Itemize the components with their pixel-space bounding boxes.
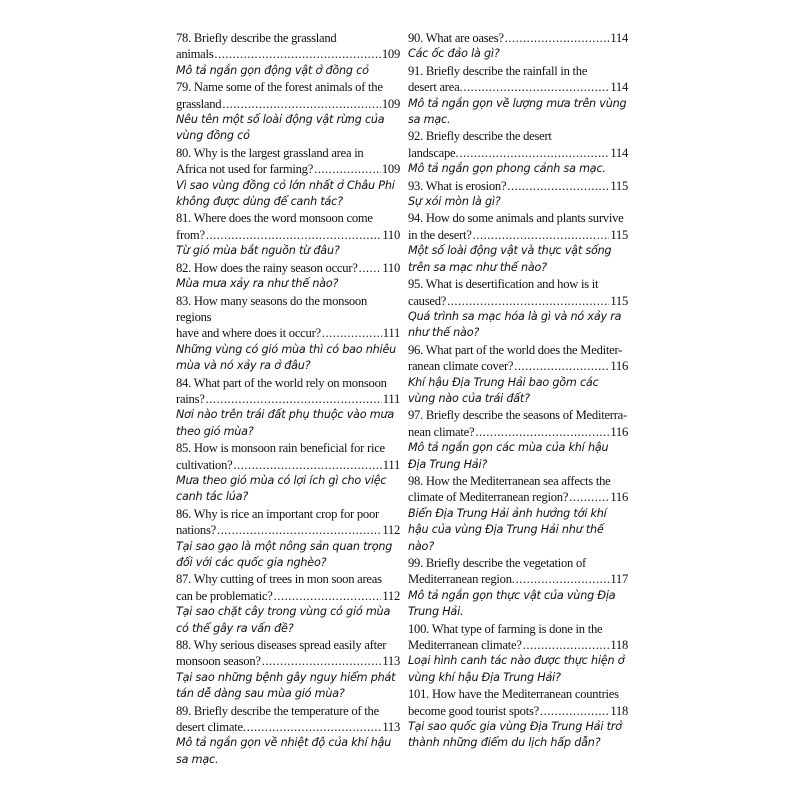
vietnamese-translation: Mô tả ngắn gọn về lượng mưa trên vùng sa mạc. — [408, 96, 627, 127]
question-text: desert area. — [408, 80, 463, 95]
page-number: 111 — [382, 457, 400, 472]
page-number: 117 — [610, 572, 628, 587]
vietnamese-translation: Các ốc đảo là gì? — [408, 47, 500, 61]
toc-entry — [408, 342, 628, 408]
vietnamese-translation: Sự xói mòn là gì? — [408, 195, 501, 209]
question-text: Africa not used for farming? — [176, 162, 314, 177]
question-text: nean climate? — [408, 424, 475, 439]
page-number: 111 — [382, 326, 400, 341]
dot-leader — [447, 293, 609, 309]
toc-entry — [176, 375, 400, 441]
question-leader-line — [176, 46, 400, 62]
page-number: 112 — [382, 588, 400, 603]
question-text: 92. Briefly describe the desert — [408, 129, 552, 144]
question-leader-line — [408, 227, 628, 243]
question-text: rains? — [176, 391, 205, 406]
toc-entry — [176, 506, 400, 572]
question-text: 90. What are oases? — [408, 31, 504, 45]
toc-entry — [408, 473, 628, 555]
page-number: 115 — [610, 178, 628, 193]
vietnamese-translation: Nêu tên một số loài động vật rừng của vùng đồng cỏ — [176, 113, 385, 143]
question-text: 86. Why is rice an important crop for poor — [176, 506, 379, 521]
page-number: 109 — [381, 96, 400, 111]
toc-entry — [176, 703, 400, 769]
question-leader-line — [408, 571, 628, 587]
page-number: 109 — [381, 162, 400, 177]
page-number: 115 — [610, 293, 628, 308]
toc-entry — [408, 63, 628, 129]
vietnamese-translation: Nơi nào trên trái đất phụ thuộc vào mưa theo gió mùa? — [176, 408, 395, 438]
question-text: 87. Why cutting of trees in mon soon areas — [176, 572, 382, 587]
page-number: 112 — [382, 523, 400, 538]
page-number: 114 — [610, 80, 628, 95]
toc-entry — [408, 555, 628, 621]
question-text: caused? — [408, 293, 447, 308]
question-text: 83. How many seasons do the monsoon regions — [176, 293, 367, 324]
vietnamese-translation: Loại hình canh tác nào được thực hiện ở vùng khí hậu Địa Trung Hải? — [408, 654, 625, 684]
vietnamese-translation: Một số loài động vật và thực vật sống trên sa mạc như thế nào? — [408, 244, 612, 274]
dot-leader — [206, 391, 382, 407]
dot-leader — [473, 227, 610, 243]
dot-leader — [507, 178, 609, 194]
vietnamese-translation: Mùa mưa xảy ra như thế nào? — [176, 277, 339, 291]
toc-entry — [176, 210, 400, 259]
vietnamese-translation: Từ gió mùa bắt nguồn từ đâu? — [176, 244, 340, 258]
page-number: 109 — [381, 47, 400, 62]
dot-leader — [569, 489, 609, 505]
question-leader-line — [408, 30, 628, 46]
vietnamese-translation: Biển Địa Trung Hải ảnh hưởng tới khí hậu của vùng Địa Trung Hải như thế nào? — [408, 506, 607, 553]
question-leader-line — [176, 457, 400, 473]
page-number: 113 — [382, 654, 400, 669]
question-leader-line — [176, 391, 400, 407]
question-leader-line — [408, 703, 628, 719]
question-leader-line — [408, 79, 628, 95]
dot-leader — [475, 424, 609, 440]
question-text: 85. How is monsoon rain beneficial for rice — [176, 441, 385, 456]
page-number: 114 — [610, 145, 628, 160]
question-leader-line — [176, 161, 400, 177]
dot-leader — [314, 161, 381, 177]
toc-entry — [176, 260, 400, 293]
page-number: 111 — [382, 391, 400, 406]
vietnamese-translation: Tại sao chặt cây trong vùng có gió mùa có thể gây ra vấn đề? — [176, 605, 391, 635]
question-text: 91. Briefly describe the rainfall in the — [408, 63, 588, 78]
question-text: animals — [176, 47, 214, 62]
dot-leader — [463, 79, 609, 95]
question-text: Mediterranean region. — [408, 572, 515, 587]
toc-entry — [408, 276, 628, 342]
vietnamese-translation: Mô tả ngắn gọn phong cảnh sa mạc. — [408, 162, 606, 176]
dot-leader — [505, 30, 610, 46]
question-text: 88. Why serious diseases spread easily after — [176, 638, 387, 653]
dot-leader — [516, 571, 610, 587]
toc-entry — [408, 210, 628, 276]
dot-leader — [540, 703, 609, 719]
question-text: 84. What part of the world rely on monsoon — [176, 375, 387, 390]
vietnamese-translation: Mô tả ngắn gọn về nhiệt độ của khí hậu sa mạc. — [176, 736, 392, 766]
toc-entry — [408, 30, 628, 63]
toc-entry — [176, 440, 400, 506]
dot-leader — [459, 145, 609, 161]
toc-column-left — [176, 30, 400, 768]
question-text: 100. What type of farming is done in the — [408, 621, 603, 636]
toc-entry — [408, 686, 628, 752]
question-text: 99. Briefly describe the vegetation of — [408, 556, 586, 570]
question-leader-line — [176, 653, 400, 669]
toc-entry — [408, 407, 628, 473]
question-text: landscape. — [408, 145, 459, 160]
question-text: ranean climate cover? — [408, 359, 514, 374]
question-text: 93. What is erosion? — [408, 178, 507, 193]
page-number: 116 — [610, 359, 628, 374]
question-leader-line — [408, 293, 628, 309]
vietnamese-translation: Mô tả ngắn gọn các mùa của khí hậu Địa Trung Hải? — [408, 441, 609, 471]
question-text: grassland — [176, 96, 222, 111]
toc-entry — [176, 637, 400, 703]
question-leader-line — [408, 637, 628, 653]
dot-leader — [514, 358, 609, 374]
question-text: can be problematic? — [176, 588, 273, 603]
question-text: nations? — [176, 523, 216, 538]
dot-leader — [233, 457, 381, 473]
question-leader-line — [408, 145, 628, 161]
toc-entry — [408, 178, 628, 211]
question-text: 95. What is desertification and how is it — [408, 277, 599, 292]
question-leader-line — [176, 260, 400, 276]
question-text: climate of Mediterranean region? — [408, 490, 569, 505]
question-leader-line — [408, 489, 628, 505]
vietnamese-translation: Mưa theo gió mùa có lợi ích gì cho việc canh tác lúa? — [176, 473, 387, 504]
question-leader-line — [176, 719, 400, 735]
question-text: 80. Why is the largest grassland area in — [176, 145, 364, 160]
dot-leader — [214, 46, 380, 62]
page-number: 110 — [382, 260, 400, 275]
dot-leader — [274, 588, 382, 604]
question-text: 79. Name some of the forest animals of the — [176, 80, 383, 95]
question-text: 97. Briefly describe the seasons of Mediterra- — [408, 408, 627, 423]
dot-leader — [523, 637, 610, 653]
dot-leader — [222, 96, 381, 112]
dot-leader — [262, 653, 382, 669]
page-number: 115 — [610, 227, 628, 242]
dot-leader — [206, 227, 381, 243]
question-text: 98. How the Mediterranean sea affects the — [408, 473, 611, 488]
question-leader-line — [176, 522, 400, 538]
dot-leader — [247, 719, 382, 735]
page-number: 110 — [382, 227, 400, 242]
question-text: 96. What part of the world does the Mediter- — [408, 342, 623, 357]
question-text: in the desert? — [408, 227, 472, 242]
question-leader-line — [408, 358, 628, 374]
vietnamese-translation: Mô tả ngắn gọn thực vật của vùng Địa Trung Hải. — [408, 588, 616, 619]
page-number: 114 — [610, 31, 628, 45]
toc-entry — [176, 571, 400, 637]
question-text: become good tourist spots? — [408, 703, 539, 718]
toc-entry — [176, 30, 400, 79]
question-leader-line — [176, 588, 400, 604]
toc-entry — [176, 145, 400, 211]
toc-entry — [176, 79, 400, 145]
question-text: 82. How does the rainy season occur? — [176, 260, 358, 275]
question-text: cultivation? — [176, 457, 233, 472]
vietnamese-translation: Tại sao những bệnh gây nguy hiểm phát tán dễ dàng sau mùa gió mùa? — [176, 670, 396, 701]
page-number: 116 — [610, 490, 628, 505]
question-text: have and where does it occur? — [176, 326, 321, 341]
question-text: 78. Briefly describe the grassland — [176, 31, 337, 45]
question-text: 89. Briefly describe the temperature of the — [176, 703, 379, 718]
vietnamese-translation: Mô tả ngắn gọn động vật ở đồng cỏ — [176, 63, 369, 77]
question-text: monsoon season? — [176, 654, 261, 669]
toc-entry — [408, 621, 628, 687]
vietnamese-translation: Tại sao gạo là một nông sản quan trọng đối với các quốc gia nghèo? — [176, 539, 393, 569]
vietnamese-translation: Tại sao quốc gia vùng Địa Trung Hải trở thành những điểm du lịch hấp dẫn? — [408, 720, 622, 750]
toc-column-right — [408, 30, 628, 752]
vietnamese-translation: Vì sao vùng đồng cỏ lớn nhất ở Châu Phi không được dùng để canh tác? — [176, 178, 395, 209]
dot-leader — [217, 522, 381, 538]
page-number: 118 — [610, 638, 628, 653]
question-text: desert climate. — [176, 720, 246, 735]
dot-leader — [322, 325, 382, 341]
question-leader-line — [408, 424, 628, 440]
question-leader-line — [408, 178, 628, 194]
question-leader-line — [176, 325, 400, 341]
page-number: 116 — [610, 424, 628, 439]
vietnamese-translation: Khí hậu Địa Trung Hải bao gồm các vùng nào của trái đất? — [408, 375, 599, 405]
question-text: from? — [176, 227, 205, 242]
vietnamese-translation: Những vùng có gió mùa thì có bao nhiêu mùa và nó xảy ra ở đâu? — [176, 342, 397, 373]
page-number: 113 — [382, 720, 400, 735]
dot-leader — [359, 260, 382, 276]
question-text: 81. Where does the word monsoon come — [176, 211, 373, 226]
question-text: Mediterranean climate? — [408, 638, 522, 653]
question-leader-line — [176, 227, 400, 243]
question-text: 94. How do some animals and plants survive — [408, 211, 624, 226]
question-leader-line — [176, 96, 400, 112]
toc-entry — [408, 128, 628, 177]
vietnamese-translation: Quá trình sa mạc hóa là gì và nó xảy ra như thế nào? — [408, 309, 622, 340]
toc-entry — [176, 293, 400, 375]
question-text: 101. How have the Mediterranean countries — [408, 687, 619, 702]
page-number: 118 — [610, 703, 628, 718]
